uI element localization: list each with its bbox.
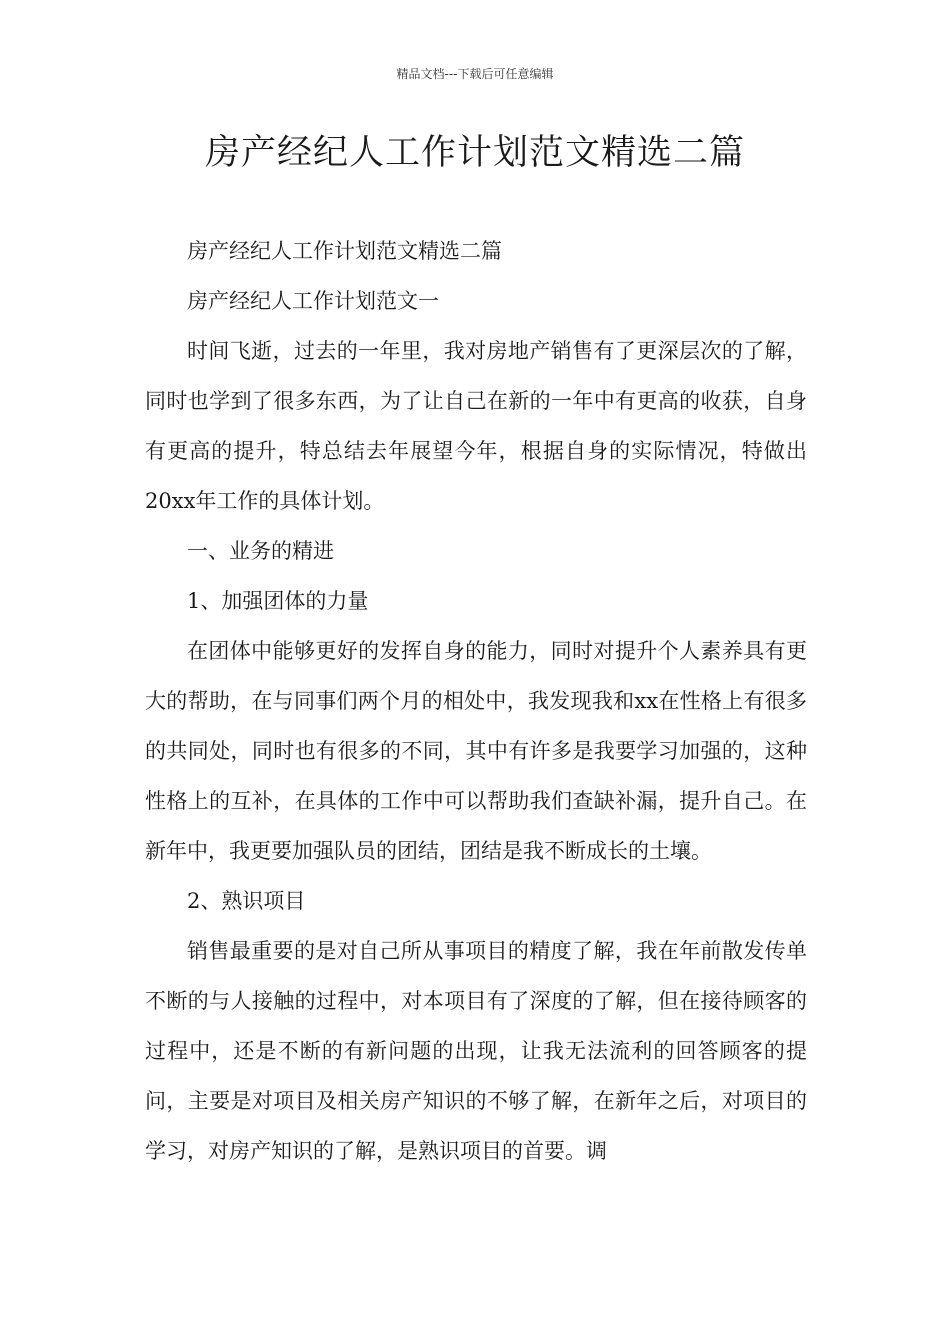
header-note: 精品文档---下载后可任意编辑 [396,67,554,81]
paragraph-subheading-team: 1、加强团体的力量 [187,589,369,613]
paragraph-section-heading: 房产经纪人工作计划范文一 [187,289,439,313]
paragraph-intro: 时间飞逝，过去的一年里，我对房地产销售有了更深层次的了解，同时也学到了很多东西，为了让自己在新的一年中有更高的收获，自身有更高的提升，特总结去年展望今年，根据自身的实际情况，特做出20xx年工作的具体计划。 [145,339,807,513]
document-title: 房产经纪人工作计划范文精选二篇 [204,133,745,173]
paragraph-project: 销售最重要的是对自己所从事项目的精度了解，我在年前散发传单不断的与人接触的过程中，对本项目有了深度的了解，但在接待顾客的过程中，还是不断的有新问题的出现，让我无法流利的回答顾客的提问，主要是对项目及相关房产知识的不够了解，在新年之后，对项目的学习，对房产知识的了解，是熟识项目的首要。调 [145,939,807,1163]
paragraph-team: 在团体中能够更好的发挥自身的能力，同时对提升个人素养具有更大的帮助，在与同事们两个月的相处中，我发现我和xx在性格上有很多的共同处，同时也有很多的不同，其中有许多是我要学习加强的，这种性格上的互补，在具体的工作中可以帮助我们查缺补漏，提升自己。在新年中，我更要加强队员的团结，团结是我不断成长的土壤。 [145,639,807,863]
paragraph-subheading-project: 2、熟识项目 [187,889,306,913]
paragraph-subtitle: 房产经纪人工作计划范文精选二篇 [187,239,502,263]
document-body [145,226,807,1176]
paragraph-heading-business: 一、业务的精进 [187,539,334,563]
